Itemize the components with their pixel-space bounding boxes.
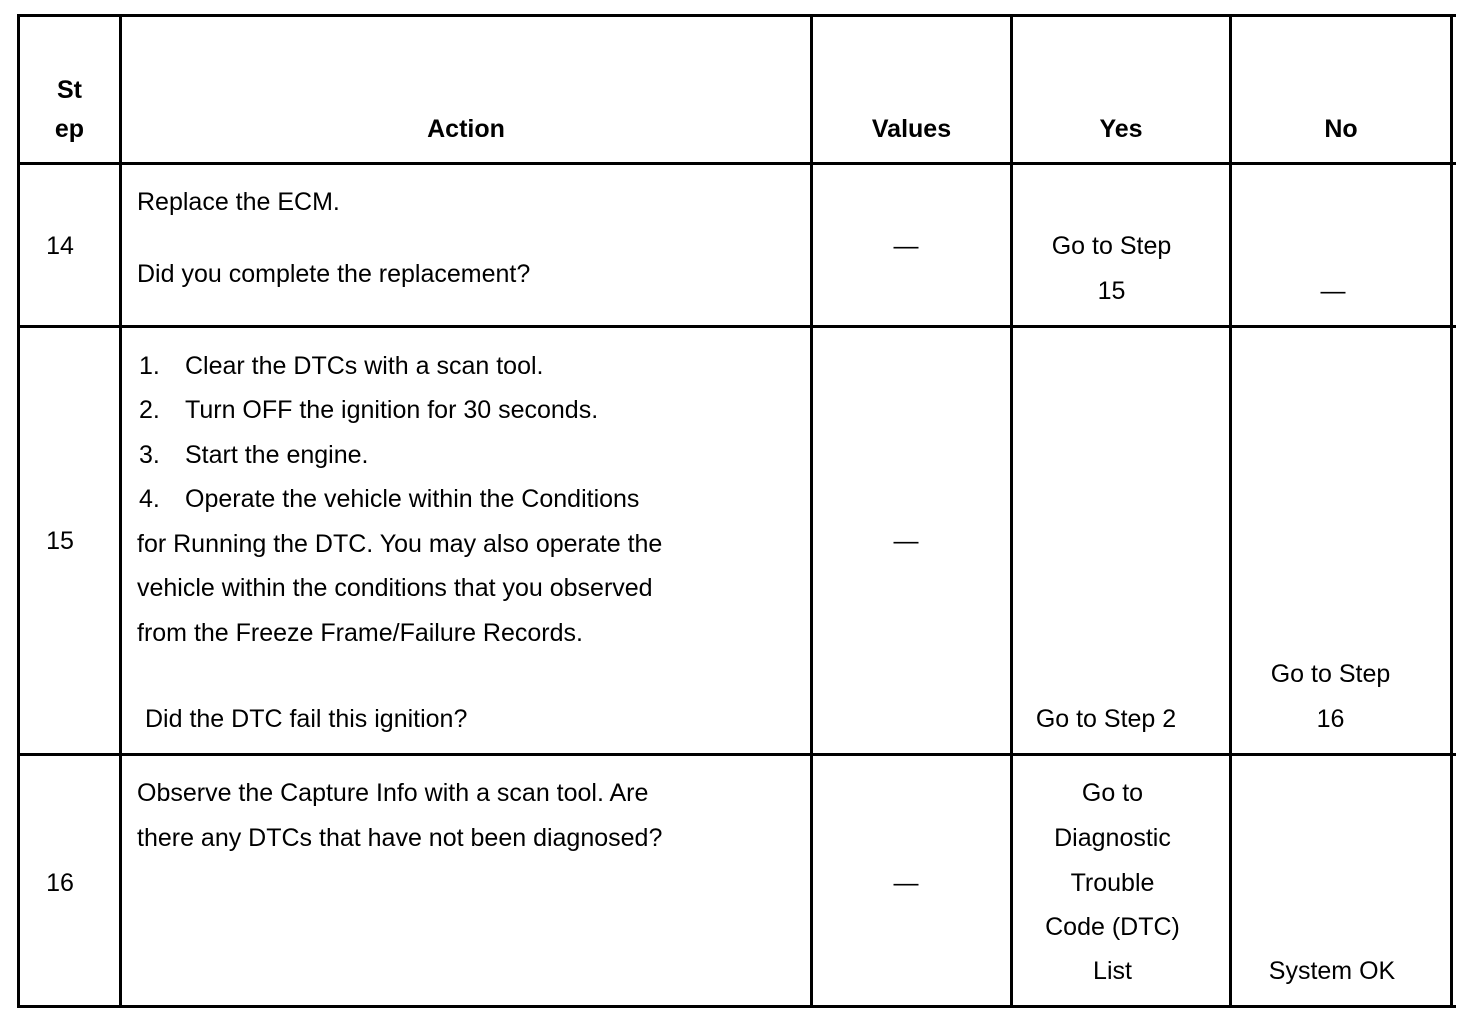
column-divider <box>1010 14 1013 1008</box>
column-divider <box>119 14 122 1008</box>
no-cell: Go to Step <box>1270 660 1391 688</box>
list-item-number: 3. <box>139 441 160 469</box>
row-divider <box>17 753 1456 756</box>
list-item-number: 1. <box>139 352 160 380</box>
table-border-right <box>1450 14 1453 1008</box>
action-text: from the Freeze Frame/Failure Records. <box>137 619 583 647</box>
header-no: No <box>1324 115 1358 143</box>
yes-cell: Code (DTC) <box>1045 913 1180 941</box>
no-cell: 16 <box>1316 705 1345 733</box>
action-text: Did you complete the replacement? <box>137 260 531 288</box>
values-cell: — <box>893 232 919 260</box>
action-text: Replace the ECM. <box>137 188 340 216</box>
table-border-left <box>17 14 20 1008</box>
column-divider <box>810 14 813 1008</box>
list-item-text: Start the engine. <box>185 441 369 469</box>
action-text: Did the DTC fail this ignition? <box>145 705 468 733</box>
yes-cell: 15 <box>1097 277 1126 305</box>
yes-cell: Go to <box>1081 779 1144 807</box>
action-text: there any DTCs that have not been diagnosed? <box>137 824 663 852</box>
values-cell: — <box>893 869 919 897</box>
column-divider <box>1229 14 1232 1008</box>
list-item-number: 4. <box>139 485 160 513</box>
action-text: vehicle within the conditions that you observed <box>137 574 653 602</box>
row-divider <box>17 325 1456 328</box>
table-border-top <box>17 14 1456 17</box>
yes-cell: Diagnostic <box>1054 824 1171 852</box>
list-item-text: Operate the vehicle within the Conditions <box>185 485 640 513</box>
list-item-number: 2. <box>139 396 160 424</box>
yes-cell: Go to Step <box>1051 232 1172 260</box>
header-divider <box>17 162 1456 165</box>
no-cell: System OK <box>1268 957 1396 985</box>
header-step-line2: ep <box>54 115 85 143</box>
list-item-text: Turn OFF the ignition for 30 seconds. <box>185 396 599 424</box>
no-cell: — <box>1320 277 1346 305</box>
yes-cell: Go to Step 2 <box>1035 705 1177 733</box>
action-text: Observe the Capture Info with a scan tool. Are <box>137 779 649 807</box>
header-values: Values <box>871 115 952 143</box>
header-step-line1: St <box>57 76 82 104</box>
step-number: 14 <box>46 232 74 260</box>
table-border-bottom <box>17 1005 1456 1008</box>
list-item-text: Clear the DTCs with a scan tool. <box>185 352 544 380</box>
action-text: for Running the DTC. You may also operate the <box>137 530 663 558</box>
yes-cell: Trouble <box>1070 869 1155 897</box>
step-number: 15 <box>46 527 74 555</box>
step-number: 16 <box>46 869 74 897</box>
values-cell: — <box>893 527 919 555</box>
yes-cell: List <box>1093 957 1132 985</box>
header-yes: Yes <box>1099 115 1143 143</box>
header-action: Action <box>427 115 505 143</box>
